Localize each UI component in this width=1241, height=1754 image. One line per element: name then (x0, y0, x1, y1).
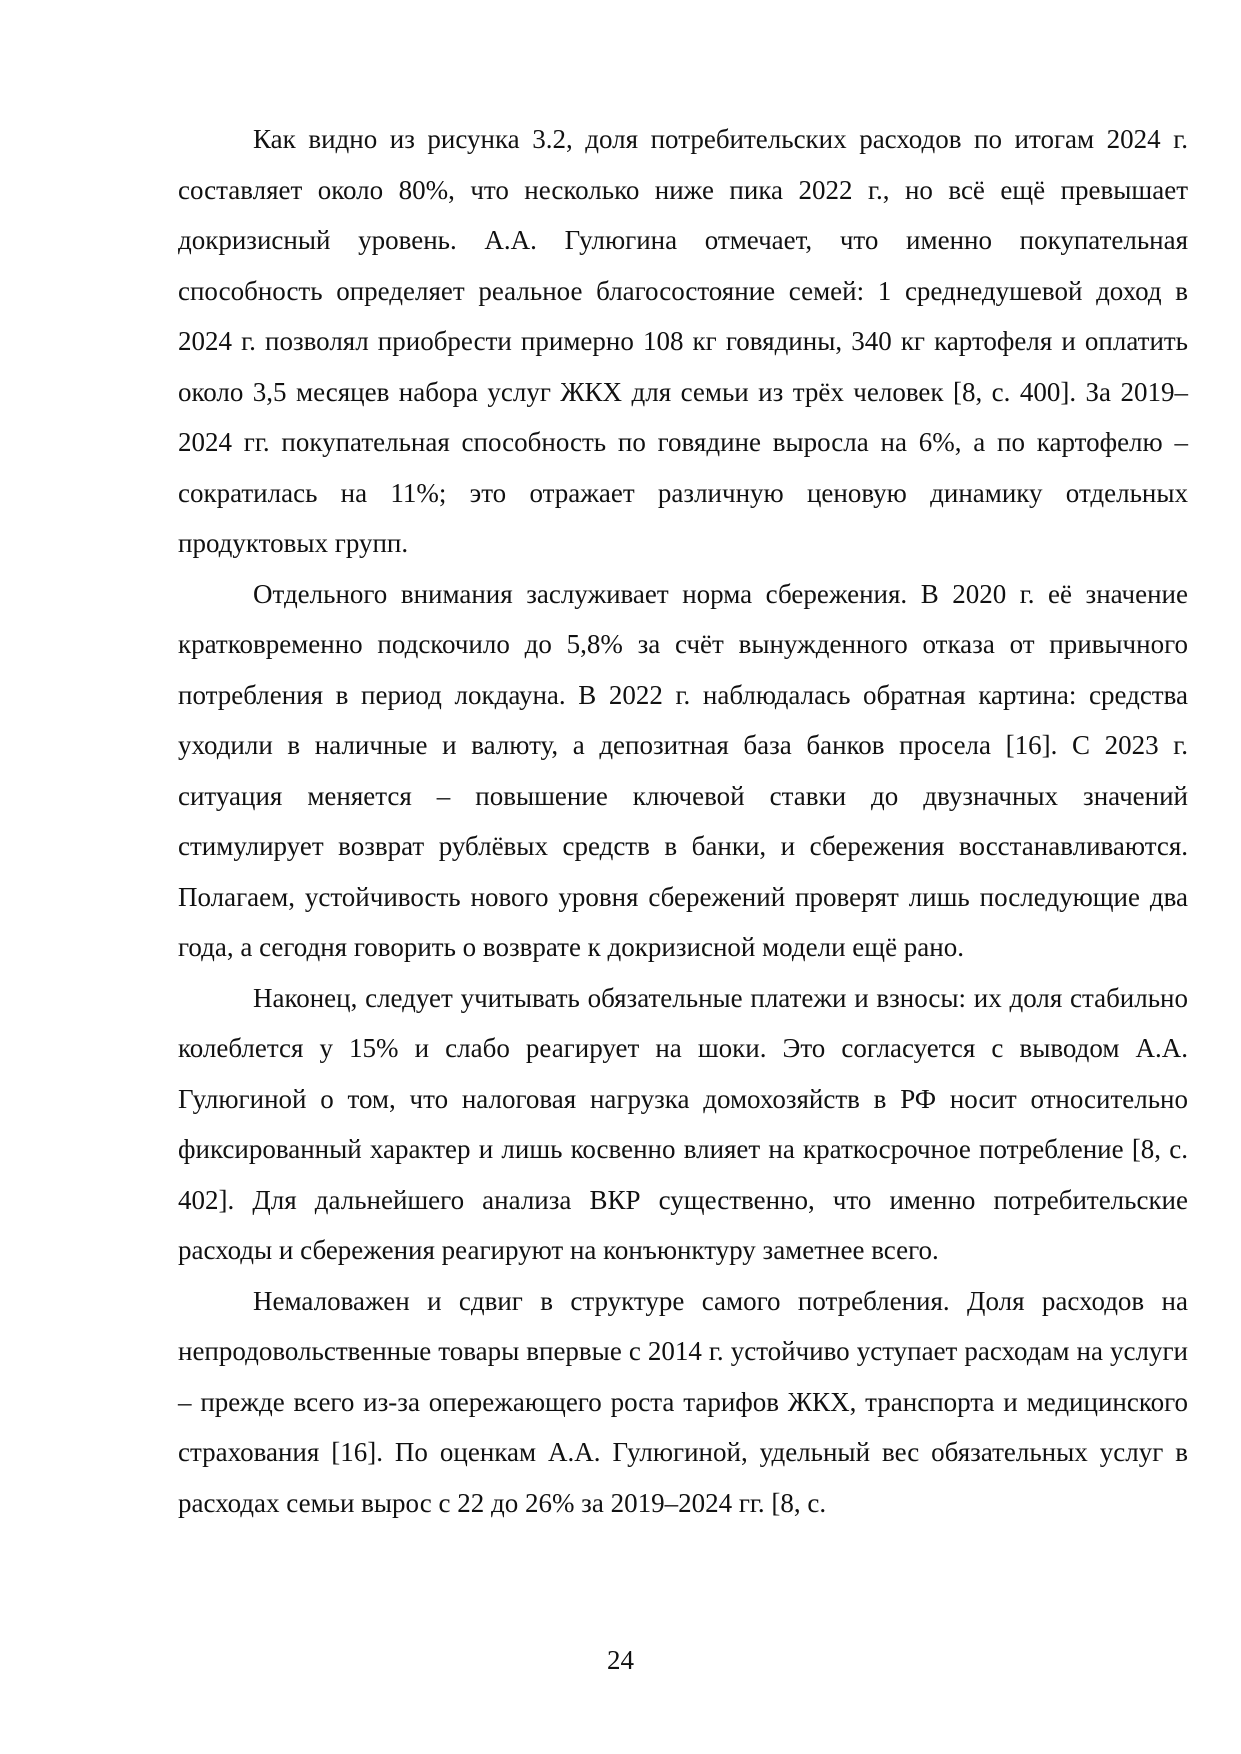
page-number: 24 (607, 1645, 634, 1675)
paragraph-purchasing-power: Как видно из рисунка 3.2, доля потребительских расходов по итогам 2024 г. составляет около 80%, что несколько ниже пика 2022 г., но всё ещё превышает докризисный уровень. А.А. Гулюгина отмечает, что именно покупательная способность определяет реальное благосостояние семей: 1 среднедушевой доход в 2024 г. позволял приобрести примерно 108 кг говядины, 340 кг картофеля и оплатить около 3,5 месяцев набора услуг ЖКХ для семьи из трёх человек [8, с. 400]. За 2019–2024 гг. покупательная способность по говядине выросла на 6%, а по картофелю – сократилась на 11%; это отражает различную ценовую динамику отдельных продуктовых групп. (178, 124, 1188, 558)
paragraph-consumption-structure: Немаловажен и сдвиг в структуре самого потребления. Доля расходов на непродовольственные товары впервые с 2014 г. устойчиво уступает расходам на услуги – прежде всего из-за опережающего роста тарифов ЖКХ, транспорта и медицинского страхования [16]. По оценкам А.А. Гулюгиной, удельный вес обязательных услуг в расходах семьи вырос с 22 до 26% за 2019–2024 гг. [8, с. (178, 1285, 1188, 1518)
body-text (178, 114, 1188, 1528)
paragraph-mandatory-payments: Наконец, следует учитывать обязательные платежи и взносы: их доля стабильно колеблется у 15% и слабо реагирует на шоки. Это согласуется с выводом А.А. Гулюгиной о том, что налоговая нагрузка домохозяйств в РФ носит относительно фиксированный характер и лишь косвенно влияет на краткосрочное потребление [8, с. 402]. Для дальнейшего анализа ВКР существенно, что именно потребительские расходы и сбережения реагируют на конъюнктуру заметнее всего. (178, 982, 1188, 1265)
paragraph-savings-rate: Отдельного внимания заслуживает норма сбережения. В 2020 г. её значение кратковременно подскочило до 5,8% за счёт вынужденного отказа от привычного потребления в период локдауна. В 2022 г. наблюдалась обратная картина: средства уходили в наличные и валюту, а депозитная база банков просела [16]. С 2023 г. ситуация меняется – повышение ключевой ставки до двузначных значений стимулирует возврат рублёвых средств в банки, и сбережения восстанавливаются. Полагаем, устойчивость нового уровня сбережений проверят лишь последующие два года, а сегодня говорить о возврате к докризисной модели ещё рано. (178, 578, 1188, 962)
